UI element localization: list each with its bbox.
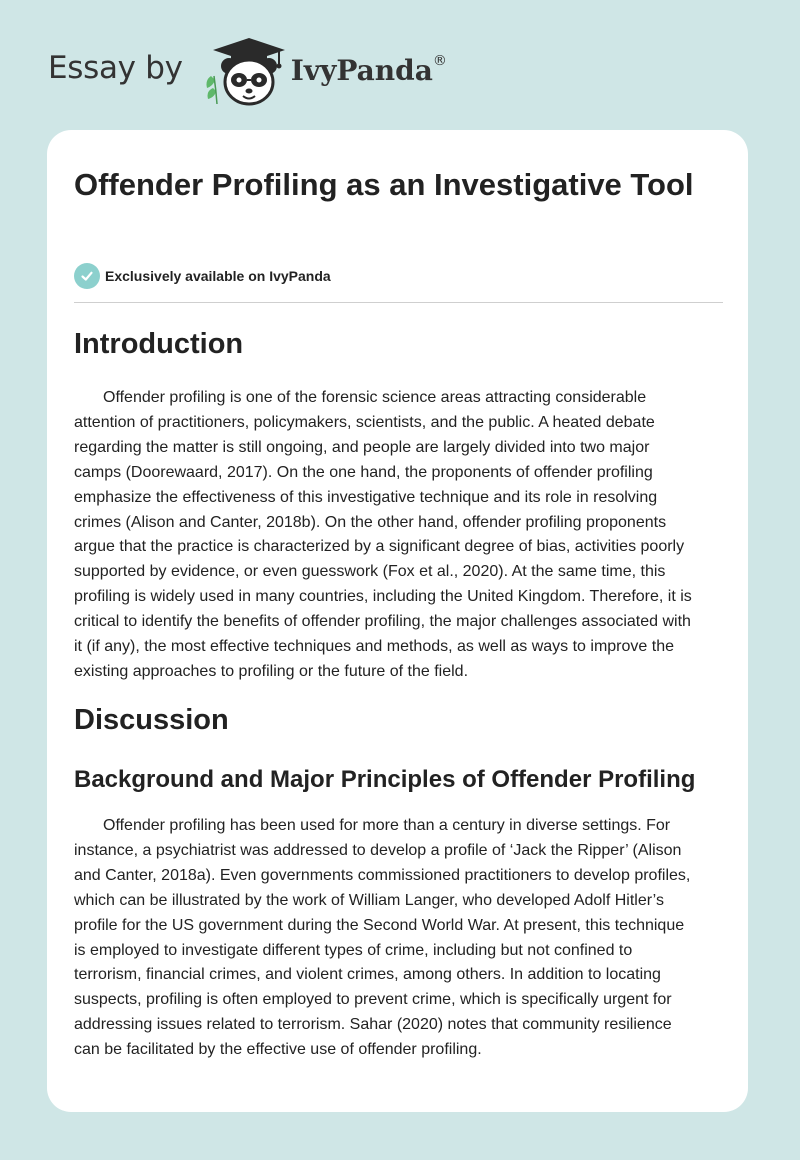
divider: [74, 302, 723, 303]
brand-prefix: Essay by: [48, 50, 183, 86]
site-logo[interactable]: [48, 36, 447, 108]
essay-title: Offender Profiling as an Investigative Tool: [74, 167, 694, 202]
paragraph-introduction: Offender profiling is one of the forensic science areas attracting considerable attention of practitioners, policymakers, scientists, and the public. A heated debate regarding the matter is still ongoing, and people are largely divided into two major camps (Doorewaard, 2017). On the one hand, the proponents of offender profiling emphasize the effectiveness of this investigative technique and its role in resolving crimes (Alison and Canter, 2018b). On the other hand, offender profiling proponents argue that the practice is characterized by a significant degree of bias, activities poorly supported by evidence, or even guesswork (Fox et al., 2020). At the same time, this profiling is widely used in many countries, including the United Kingdom. Therefore, it is critical to identify the benefits of offender profiling, the major challenges associated with it (if any), the most effective techniques and methods, as well as ways to improve the existing approaches to profiling or the future of the field.: [74, 389, 692, 680]
paragraph-background: Offender profiling has been used for more than a century in diverse settings. For instance, a psychiatrist was addressed to develop a profile of ‘Jack the Ripper’ (Alison and Canter, 2018a). Even governments commissioned practitioners to develop profiles, which can be illustrated by the work of William Langer, who developed Adolf Hitler’s profile for the US government during the Second World War. At present, this technique is employed to investigate different types of crime, including but not confined to terrorism, financial crimes, and violent crimes, among others. In addition to locating suspects, profiling is often employed to prevent crime, which is specifically urgent for addressing issues related to terrorism. Sahar (2020) notes that community resilience can be facilitated by the effective use of offender profiling.: [74, 817, 691, 1059]
section-heading-introduction: Introduction: [74, 328, 244, 360]
check-icon: [74, 263, 100, 289]
brand-name: IvyPanda®: [290, 53, 447, 87]
subheading-background: Background and Major Principles of Offender Profiling: [74, 766, 696, 793]
section-heading-discussion: Discussion: [74, 704, 229, 736]
panda-logo-icon: [199, 36, 287, 108]
badge-text: Exclusively available on IvyPanda: [105, 268, 331, 284]
exclusive-badge: [74, 263, 331, 289]
registered-mark: ®: [432, 53, 447, 70]
essay-card: [47, 130, 748, 1112]
